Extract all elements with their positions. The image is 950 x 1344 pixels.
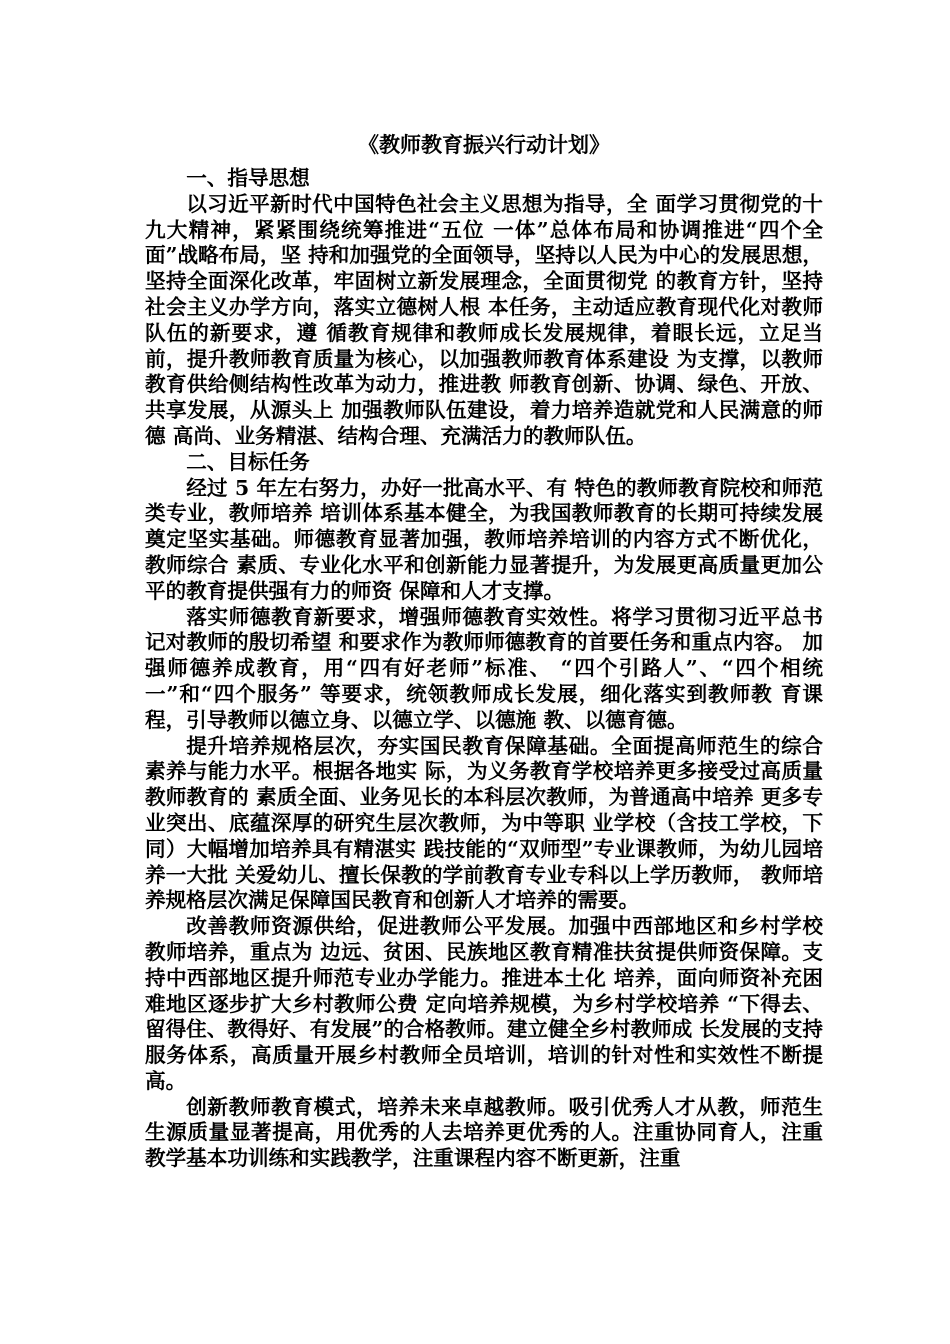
paragraph: 改善教师资源供给，促进教师公平发展。加强中西部地区和乡村学校教师培养，重点为 边远、贫困、民族地区教育精准扶贫提供师资保障。支持中西部地区提升师范专业办学能力。推进本土化 培养，面向师资补充困难地区逐步扩大乡村教师公费 定向培养规模，为乡村学校培养 “下得去、留得住、教得好、有发展”的合格教师。建立健全乡村教师成 长发展的支持服务体系，高质量开展乡村教师全员培训，培训的针对性和实效性不断提高。 bbox=[145, 914, 824, 1093]
document-page bbox=[145, 130, 823, 1172]
document-title: 《教师教育振兴行动计划》 bbox=[358, 132, 610, 157]
section-heading-goals-tasks: 二、目标任务 bbox=[186, 449, 310, 474]
paragraph: 经过 5 年左右努力，办好一批高水平、有 特色的教师教育院校和师范类专业，教师培养 培训体系基本健全，为我国教师教育的长期可持续发展奠定坚实基础。师德教育显著加强，教师培养培训的内容方式不断优化，教师综合 素质、专业化水平和创新能力显著提升，为发展更高质量更加公平的教育提供强有力的师资 保障和人才支撑。 bbox=[145, 475, 823, 603]
section-heading-guiding-ideology: 一、指导思想 bbox=[186, 166, 310, 190]
paragraph: 创新教师教育模式，培养未来卓越教师。吸引优秀人才从教，师范生生源质量显著提高，用优秀的人去培养更优秀的人。注重协同育人，注重 教学基本功训练和实践教学，注重课程内容不断更新，注重 bbox=[145, 1094, 823, 1171]
paragraph: 落实师德教育新要求，增强师德教育实效性。将学习贯彻习近平总书记对教师的殷切希望 和要求作为教师师德教育的首要任务和重点内容。 加强师德养成教育，用“四有好老师”标准、 “四个引路人”、“四个相统一”和“四个服务” 等要求，统领教师成长发展，细化落实到教师教 育课程，引导教师以德立身、以德立学、以德施 教、以德育德。 bbox=[145, 604, 823, 732]
paragraph: 以习近平新时代中国特色社会主义思想为指导，全 面学习贯彻党的十九大精神，紧紧围绕统筹推进“五位 一体”总体布局和协调推进“四个全面”战略布局，坚 持和加强党的全面领导，坚持以人民为中心的发展思想，坚持全面深化改革，牢固树立新发展理念，全面贯彻党 的教育方针，坚持社会主义办学方向，落实立德树人根 本任务，主动适应教育现代化对教师队伍的新要求，遵 循教育规律和教师成长发展规律，着眼长远，立足当前，提升教师教育质量为核心，以加强教师教育体系建设 为支撑，以教师教育供给侧结构性改革为动力，推进教 师教育创新、协调、绿色、开放、共享发展，从源头上 加强教师队伍建设，着力培养造就党和人民满意的师德 高尚、业务精湛、结构合理、充满活力的教师队伍。 bbox=[145, 191, 824, 448]
paragraph: 提升培养规格层次，夯实国民教育保障基础。全面提高师范生的综合素养与能力水平。根据各地实 际，为义务教育学校培养更多接受过高质量教师教育的 素质全面、业务见长的本科层次教师，为普通高中培养 更多专业突出、底蕴深厚的研究生层次教师，为中等职 业学校（含技工学校，下同）大幅增加培养具有精湛实 践技能的“双师型”专业课教师，为幼儿园培养一大批 关爱幼儿、擅长保教的学前教育专业专科以上学历教师， 教师培养规格层次满足保障国民教育和创新人才培养的需要。 bbox=[145, 733, 823, 913]
